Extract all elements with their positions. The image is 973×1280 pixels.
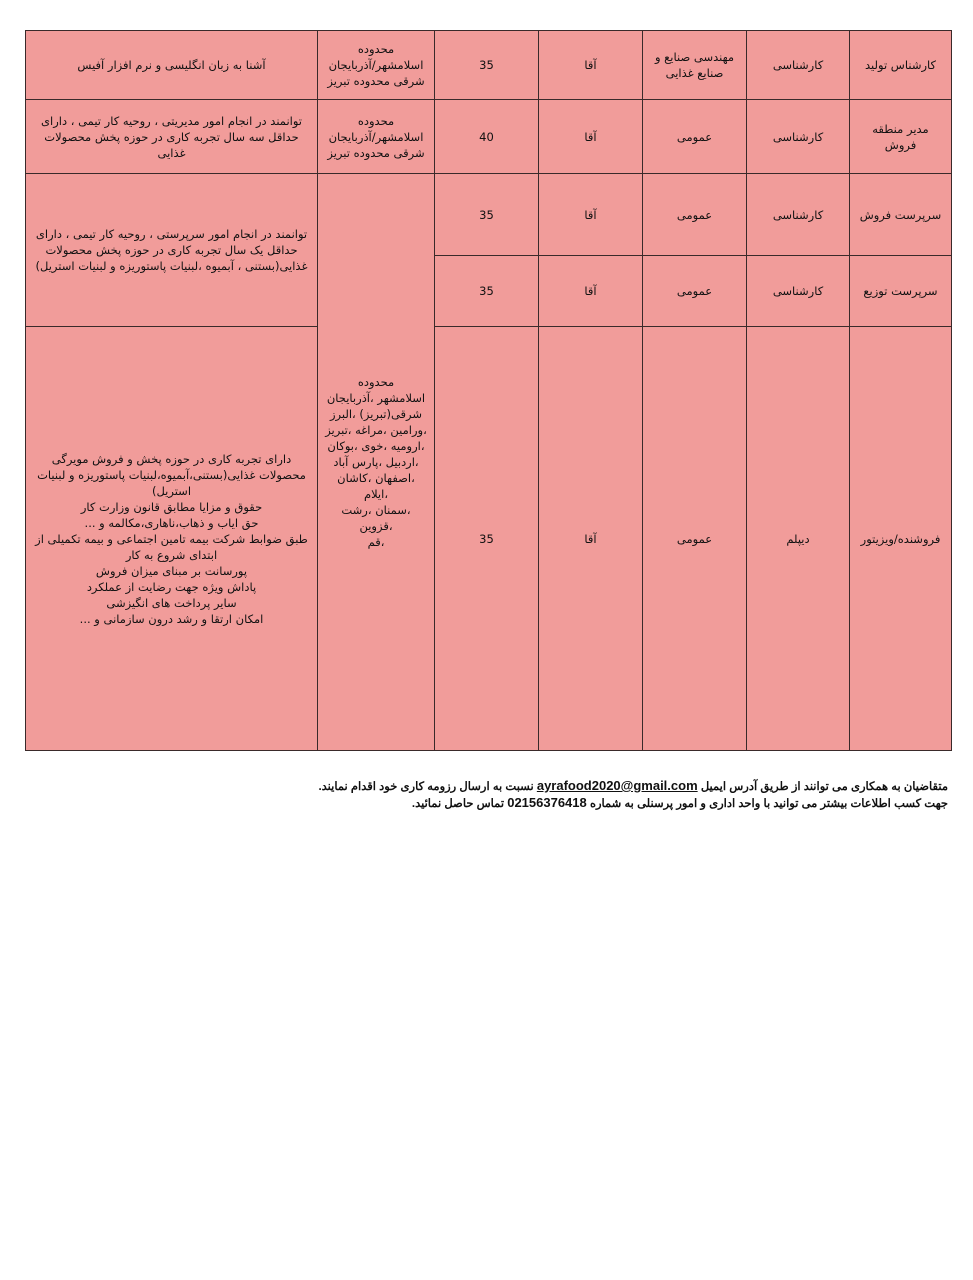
footer-notes [318,778,948,812]
supervisor-requirements: توانمند در انجام امور سرپرستی ، روحیه کار تیمی ، دارای حداقل یک سال تجربه کاری در حوزه پخش محصولات غذایی(بستنی ، آبمیوه ،لبنیات پاستوریزه و لبنیات استریل) [26,174,318,327]
age: 35 [435,31,539,100]
age: 35 [435,174,539,256]
job-title: سرپرست توزیع [850,256,952,327]
degree: کارشناسی [747,174,850,256]
phone-note [318,795,948,812]
degree: کارشناسی [747,31,850,100]
field: عمومی [643,174,747,256]
email-note [318,778,948,795]
job-title: سرپرست فروش [850,174,952,256]
field: عمومی [643,100,747,174]
job-openings-table [25,30,952,751]
note-text: جهت کسب اطلاعات بیشتر می توانید با واحد اداری و امور پرسنلی به شماره [589,798,948,810]
degree: دیپلم [747,327,850,751]
gender: آقا [539,31,643,100]
degree: کارشناسی [747,100,850,174]
table-row [26,327,952,751]
shared-location: محدوده اسلامشهر ،آذربایجان شرقی(تبریز) ،البرز ،ورامین ،مراغه ،تبریز ،ارومیه ،خوی ،بوکان ،اردبیل ،پارس آباد ،اصفهان ،کاشان ،ایلام ،سمنان ،رشت ،قزوین ،قم [318,174,435,751]
gender: آقا [539,100,643,174]
gender: آقا [539,327,643,751]
age: 35 [435,256,539,327]
field: عمومی [643,327,747,751]
gender: آقا [539,256,643,327]
age: 35 [435,327,539,751]
location: محدوده اسلامشهر/آذربایجان شرقی محدوده تبریز [318,100,435,174]
degree: کارشناسی [747,256,850,327]
location: محدوده اسلامشهر/آذربایجان شرقی محدوده تبریز [318,31,435,100]
note-text: تماس حاصل نمائید. [411,798,505,810]
requirements: آشنا به زبان انگلیسی و نرم افزار آفیس [26,31,318,100]
field: مهندسی صنایع و صنایع غذایی [643,31,747,100]
note-text: نسبت به ارسال رزومه کاری خود اقدام نمایند. [318,781,534,793]
requirements: توانمند در انجام امور مدیریتی ، روحیه کار تیمی ، دارای حداقل سه سال تجربه کاری در حوزه پخش محصولات غذایی [26,100,318,174]
gender: آقا [539,174,643,256]
note-text: متقاضیان به همکاری می توانند از طریق آدرس ایمیل [700,781,948,793]
phone-number: 02156376418 [507,795,587,810]
table-row [26,174,952,256]
sales-requirements: دارای تجربه کاری در حوزه پخش و فروش مویرگی محصولات غذایی(بستنی،آبمیوه،لبنیات پاستوریزه و لبنیات استریل) حقوق و مزایا مطابق قانون وزارت کار حق ایاب و ذهاب،ناهاری،مکالمه و ... طبق ضوابط شرکت بیمه تامین اجتماعی و بیمه تکمیلی از ابتدای شروع به کار پورسانت بر مبنای میزان فروش پاداش ویژه جهت رضایت از عملکرد سایر پرداخت های انگیزشی امکان ارتقا و رشد درون سازمانی و ... [26,327,318,751]
job-title: کارشناس تولید [850,31,952,100]
job-title: مدیر منطقه فروش [850,100,952,174]
job-title: فروشنده/ویزیتور [850,327,952,751]
table-row [26,100,952,174]
table-row [26,31,952,100]
email-link[interactable]: ayrafood2020@gmail.com [536,778,698,793]
age: 40 [435,100,539,174]
field: عمومی [643,256,747,327]
